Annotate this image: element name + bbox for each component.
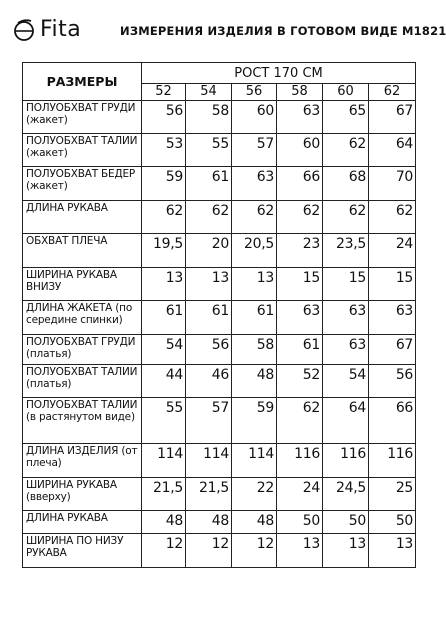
measurement-value: 57 [232, 133, 277, 166]
measurement-value: 60 [232, 100, 277, 133]
measurement-value: 13 [277, 534, 323, 568]
measurement-label: ПОЛУОБХВАТ ТАЛИИ (в растянутом виде) [23, 397, 142, 444]
measurement-label: ШИРИНА РУКАВА (вверху) [23, 477, 142, 510]
measurement-value: 64 [323, 397, 369, 444]
measurement-label: ПОЛУОБХВАТ ТАЛИИ (платья) [23, 365, 142, 397]
size-cell: 54 [186, 84, 232, 100]
measurement-value: 15 [369, 267, 416, 300]
measurement-value: 63 [323, 334, 369, 364]
table-header-row [23, 63, 416, 84]
measurement-value: 114 [142, 444, 186, 477]
measurement-value: 114 [186, 444, 232, 477]
measurement-value: 54 [323, 365, 369, 397]
measurement-value: 50 [369, 511, 416, 534]
measurement-value: 55 [186, 133, 232, 166]
measurement-value: 20 [186, 234, 232, 267]
measurement-value: 22 [232, 477, 277, 510]
page-header [0, 0, 446, 62]
size-cell: 58 [277, 84, 323, 100]
measurement-value: 62 [323, 133, 369, 166]
size-cell: 56 [232, 84, 277, 100]
sizes-header-cell: РАЗМЕРЫ [23, 63, 142, 101]
table-row [23, 477, 416, 510]
measurement-value: 63 [277, 301, 323, 334]
measurement-label: ДЛИНА РУКАВА [23, 511, 142, 534]
document-title [120, 24, 446, 38]
measurement-value: 13 [323, 534, 369, 568]
model-code: М1821 [402, 24, 446, 38]
measurement-value: 60 [277, 133, 323, 166]
measurement-value: 20,5 [232, 234, 277, 267]
measurement-label: ОБХВАТ ПЛЕЧА [23, 234, 142, 267]
measurement-value: 21,5 [186, 477, 232, 510]
measurement-value: 48 [142, 511, 186, 534]
measurement-value: 58 [186, 100, 232, 133]
measurement-value: 65 [323, 100, 369, 133]
measurement-value: 23,5 [323, 234, 369, 267]
table-row [23, 100, 416, 133]
measurement-value: 63 [277, 100, 323, 133]
measurement-value: 116 [369, 444, 416, 477]
measurement-value: 24 [369, 234, 416, 267]
measurement-value: 61 [186, 301, 232, 334]
measurement-value: 56 [142, 100, 186, 133]
table-row [23, 397, 416, 444]
measurement-value: 66 [277, 167, 323, 200]
measurement-value: 59 [232, 397, 277, 444]
measurement-value: 61 [186, 167, 232, 200]
measurement-value: 62 [323, 200, 369, 233]
measurement-value: 54 [142, 334, 186, 364]
measurement-value: 46 [186, 365, 232, 397]
measurement-value: 63 [369, 301, 416, 334]
measurement-value: 62 [142, 200, 186, 233]
measurement-value: 67 [369, 334, 416, 364]
table-row [23, 444, 416, 477]
measurement-value: 63 [232, 167, 277, 200]
title-text: ИЗМЕРЕНИЯ ИЗДЕЛИЯ В ГОТОВОМ ВИДЕ [120, 24, 398, 38]
measurement-value: 56 [186, 334, 232, 364]
measurement-value: 62 [186, 200, 232, 233]
table-row [23, 301, 416, 334]
measurement-value: 48 [186, 511, 232, 534]
measurement-value: 13 [186, 267, 232, 300]
measurement-value: 61 [277, 334, 323, 364]
measurement-value: 52 [277, 365, 323, 397]
measurement-value: 12 [232, 534, 277, 568]
measurement-value: 44 [142, 365, 186, 397]
measurement-label: ДЛИНА ЖАКЕТА (по середине спинки) [23, 301, 142, 334]
measurement-value: 57 [186, 397, 232, 444]
measurement-value: 62 [232, 200, 277, 233]
measurement-value: 50 [277, 511, 323, 534]
measurement-label: ШИРИНА РУКАВА ВНИЗУ [23, 267, 142, 300]
measurement-value: 116 [323, 444, 369, 477]
measurement-value: 13 [232, 267, 277, 300]
measurement-value: 62 [369, 200, 416, 233]
table-row [23, 200, 416, 233]
table-row [23, 365, 416, 397]
measurement-value: 15 [277, 267, 323, 300]
measurement-value: 67 [369, 100, 416, 133]
measurement-value: 13 [369, 534, 416, 568]
measurement-value: 48 [232, 365, 277, 397]
measurement-value: 24 [277, 477, 323, 510]
measurement-value: 15 [323, 267, 369, 300]
measurement-value: 24,5 [323, 477, 369, 510]
measurement-label: ДЛИНА ИЗДЕЛИЯ (от плеча) [23, 444, 142, 477]
measurement-value: 19,5 [142, 234, 186, 267]
table-row [23, 167, 416, 200]
measurement-value: 116 [277, 444, 323, 477]
table-row [23, 133, 416, 166]
brand-logo [12, 17, 102, 43]
measurement-value: 63 [323, 301, 369, 334]
measurement-label: ПОЛУОБХВАТ БЕДЕР (жакет) [23, 167, 142, 200]
size-cell: 52 [142, 84, 186, 100]
table-row [23, 267, 416, 300]
measurement-value: 62 [277, 200, 323, 233]
measurement-value: 55 [142, 397, 186, 444]
table-row [23, 234, 416, 267]
measurement-label: ПОЛУОБХВАТ ТАЛИИ (жакет) [23, 133, 142, 166]
measurement-label: ПОЛУОБХВАТ ГРУДИ (жакет) [23, 100, 142, 133]
size-cell: 60 [323, 84, 369, 100]
measurement-value: 12 [186, 534, 232, 568]
measurement-label: ПОЛУОБХВАТ ГРУДИ (платья) [23, 334, 142, 364]
size-cell: 62 [369, 84, 416, 100]
measurement-label: ДЛИНА РУКАВА [23, 200, 142, 233]
table-row [23, 534, 416, 568]
measurement-value: 53 [142, 133, 186, 166]
measurement-value: 56 [369, 365, 416, 397]
measurement-value: 21,5 [142, 477, 186, 510]
measurement-value: 64 [369, 133, 416, 166]
measurement-value: 23 [277, 234, 323, 267]
measurement-value: 66 [369, 397, 416, 444]
height-header-cell: РОСТ 170 СМ [142, 63, 416, 84]
measurement-value: 70 [369, 167, 416, 200]
measurement-value: 25 [369, 477, 416, 510]
measurement-value: 48 [232, 511, 277, 534]
measurement-value: 59 [142, 167, 186, 200]
measurement-label: ШИРИНА ПО НИЗУ РУКАВА [23, 534, 142, 568]
measurement-value: 114 [232, 444, 277, 477]
measurement-value: 12 [142, 534, 186, 568]
measurement-value: 62 [277, 397, 323, 444]
table-row [23, 511, 416, 534]
measurement-value: 58 [232, 334, 277, 364]
measurement-value: 68 [323, 167, 369, 200]
measurement-value: 50 [323, 511, 369, 534]
brand-name: Fita [40, 17, 82, 42]
fita-logo-icon [12, 17, 38, 43]
measurement-value: 61 [232, 301, 277, 334]
size-table [22, 62, 416, 568]
table-row [23, 334, 416, 364]
measurement-value: 13 [142, 267, 186, 300]
measurement-value: 61 [142, 301, 186, 334]
